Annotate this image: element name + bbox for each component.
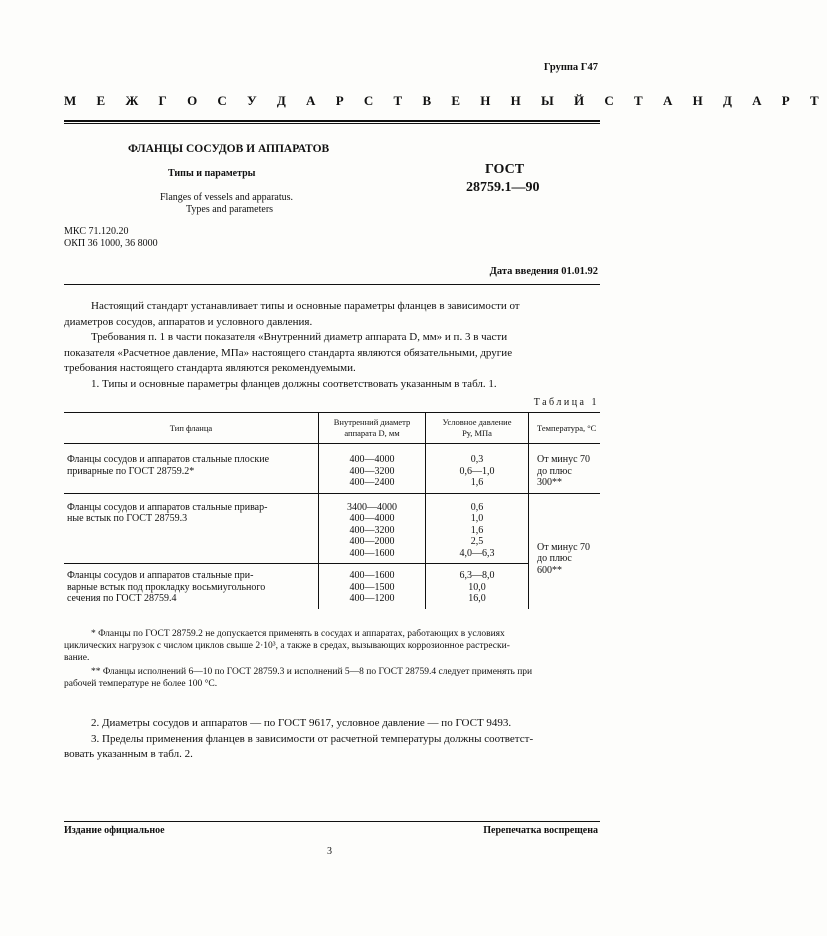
table-row — [64, 444, 600, 494]
header-type: Тип фланца — [64, 413, 319, 444]
pressure-values: 0,6 1,0 1,6 2,5 4,0—6,3 — [426, 493, 529, 564]
table-label: Таблица 1 — [533, 397, 599, 408]
diameter-values: 3400—4000 400—4000 400—3200 400—2000 400—1600 — [319, 493, 426, 564]
paragraph-line: требования настоящего стандарта являются рекомендуемыми. — [64, 362, 356, 374]
footnote-1 — [64, 628, 600, 664]
english-title-line2: Types and parameters — [186, 204, 274, 215]
header-temperature: Температура, °С — [529, 413, 601, 444]
header-pressure: Условное давление Pу, МПа — [426, 413, 529, 444]
gost-label: ГОСТ — [485, 162, 525, 177]
date-rule — [64, 284, 600, 285]
table-row — [64, 493, 600, 564]
flange-type: Фланцы сосудов и аппаратов стальные привар- ные встык по ГОСТ 28759.3 — [64, 493, 319, 564]
paragraph-line: диаметров сосудов, аппаратов и условного давления. — [64, 315, 313, 328]
footnote-line: рабочей температуре не более 100 °С. — [64, 679, 218, 689]
flange-types-table — [64, 412, 600, 609]
header-diameter: Внутренний диаметр аппарата D, мм — [319, 413, 426, 444]
pressure-values: 6,3—8,0 10,0 16,0 — [426, 564, 529, 609]
footnote-line: вание. — [64, 653, 90, 663]
paragraph-line: Требования п. 1 в части показателя «Внутренний диаметр аппарата D, мм» и п. 3 в части — [91, 331, 508, 343]
flange-type: Фланцы сосудов и аппаратов стальные при- варные встык под прокладку восьмиугольного сечения по ГОСТ 28759.4 — [67, 570, 266, 604]
diameter-values: 400—4000 400—3200 400—2400 — [319, 444, 426, 494]
paragraph-line: Настоящий стандарт устанавливает типы и основные параметры фланцев в зависимости от — [91, 300, 520, 312]
paragraph-line: вовать указанным в табл. 2. — [64, 748, 193, 760]
footnote-line: ** Фланцы исполнений 6—10 по ГОСТ 28759.3 и исполнений 5—8 по ГОСТ 28759.4 следует применять при — [91, 667, 533, 677]
date-of-introduction: Дата введения 01.01.92 — [489, 266, 598, 277]
reprint-prohibited: Перепечатка воспрещена — [483, 825, 598, 836]
paragraph-line: 2. Диаметры сосудов и аппаратов — по ГОСТ 9617, условное давление — по ГОСТ 9493. — [91, 717, 512, 729]
page-number: 3 — [327, 846, 332, 857]
header-rule-thick — [64, 120, 600, 122]
header-rule-thin — [64, 123, 600, 124]
mks-code: МКС 71.120.20 — [64, 226, 129, 237]
paragraph-line: 1. Типы и основные параметры фланцев должны соответствовать указанным в табл. 1. — [91, 377, 497, 390]
footnote-line: циклических нагрузок с числом циклов свыше 2·10³, а также в средах, вызывающих коррозионное растрески- — [64, 641, 510, 651]
table-row — [64, 564, 600, 609]
document-title: ФЛАНЦЫ СОСУДОВ И АППАРАТОВ — [128, 143, 330, 155]
document-subtitle: Типы и параметры — [168, 168, 256, 179]
diameter-values: 400—1600 400—1500 400—1200 — [319, 564, 426, 609]
flange-type: Фланцы сосудов и аппаратов стальные плоские приварные по ГОСТ 28759.2* — [64, 444, 319, 494]
footnote-line: * Фланцы по ГОСТ 28759.2 не допускается применять в сосудах и аппаратах, работающих в условиях — [91, 629, 505, 639]
footer-rule — [64, 821, 600, 822]
pressure-values: 0,3 0,6—1,0 1,6 — [426, 444, 529, 494]
standard-type-heading: М Е Ж Г О С У Д А Р С Т В Е Н Н Ы Й С Т А Н Д А Р Т — [64, 93, 827, 108]
official-edition: Издание официальное — [64, 825, 165, 836]
paragraph-line: 3. Пределы применения фланцев в зависимости от расчетной температуры должны соответст- — [91, 732, 534, 745]
temperature-range: От минус 70 до плюс 600** — [529, 493, 601, 609]
paragraph-intro — [64, 299, 600, 392]
footnote-2 — [64, 666, 600, 690]
paragraph-after-table — [64, 716, 600, 763]
english-title-line1: Flanges of vessels and apparatus. — [160, 192, 294, 203]
temperature-range: От минус 70 до плюс 300** — [529, 444, 601, 494]
group-code: Группа Г47 — [543, 62, 598, 73]
gost-number: 28759.1—90 — [466, 180, 540, 195]
okp-code: ОКП 36 1000, 36 8000 — [64, 238, 158, 249]
paragraph-line: показателя «Расчетное давление, МПа» настоящего стандарта являются обязательными, другие — [64, 346, 513, 359]
